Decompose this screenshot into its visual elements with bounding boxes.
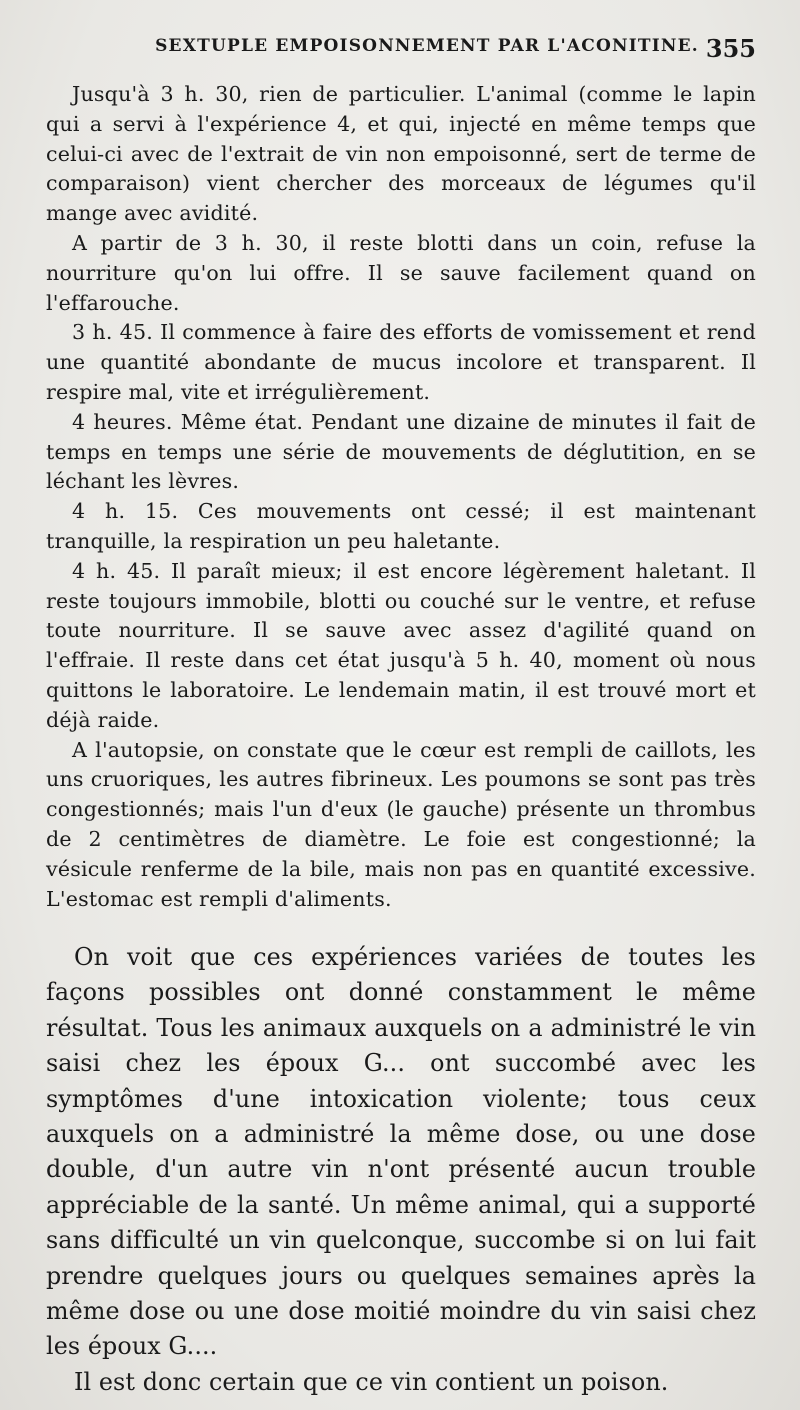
paragraph: 4 h. 15. Ces mouvements ont cessé; il est maintenant tranquille, la respiration un peu haletante.: [46, 499, 756, 553]
running-head: [48, 36, 756, 70]
paragraph: A partir de 3 h. 30, il reste blotti dans un coin, refuse la nourriture qu'on lui offre. Il se sauve facilement quand on l'effarouche.: [46, 230, 756, 315]
paragraph: 3 h. 45. Il commence à faire des efforts de vomissement et rend une quantité abondante de mucus incolore et transparent. Il respire mal, vite et irrégulièrement.: [46, 320, 756, 404]
paragraph: 4 heures. Même état. Pendant une dizaine de minutes il fait de temps en temps une série de mouvements de déglutition, en se léchant les lèvres.: [46, 409, 756, 494]
conclusion-text: [46, 940, 756, 1400]
observation-notes: [46, 80, 756, 914]
page-number: 355: [705, 34, 756, 63]
paragraph: A l'autopsie, on constate que le cœur est rempli de caillots, les uns cruoriques, les autres fibrineux. Les poumons se sont pas très congestionnés; mais l'un d'eux (le gauche) présente un thrombus de 2 centimètres de diamètre. Le foie est congestionné; la vésicule renferme de la bile, mais non pas en quantité excessive. L'estomac est rempli d'aliments.: [46, 737, 756, 911]
paragraph: 4 h. 45. Il paraît mieux; il est encore légèrement haletant. Il reste toujours immobile, blotti ou couché sur le ventre, et refuse toute nourriture. Il se sauve avec assez d'agilité quand on l'effraie. Il reste dans cet état jusqu'à 5 h. 40, moment où nous quittons le laboratoire. Le lendemain matin, il est trouvé mort et déjà raide.: [46, 558, 756, 732]
paragraph: On voit que ces expériences variées de toutes les façons possibles ont donné constamment le même résultat. Tous les animaux auxquels on a administré le vin saisi chez les époux G... ont succombé avec les symptômes d'une intoxication violente; tous ceux auxquels on a administré la même dose, ou une dose double, d'un autre vin n'ont présenté aucun trouble appréciable de la santé. Un même animal, qui a supporté sans difficulté un vin quelconque, succombe si on lui fait prendre quelques jours ou quelques semaines après la même dose ou une dose moitié moindre du vin saisi chez les époux G....: [46, 943, 756, 1361]
paragraph: Il est donc certain que ce vin contient un poison.: [74, 1367, 669, 1396]
paragraph: Jusqu'à 3 h. 30, rien de particulier. L'animal (comme le lapin qui a servi à l'expérience 4, et qui, injecté en même temps que celui-ci avec de l'extrait de vin non empoisonné, sert de terme de comparaison) vient chercher des morceaux de légumes qu'il mange avec avidité.: [46, 82, 756, 226]
running-title: SEXTUPLE EMPOISONNEMENT PAR L'ACONITINE.: [155, 36, 699, 56]
